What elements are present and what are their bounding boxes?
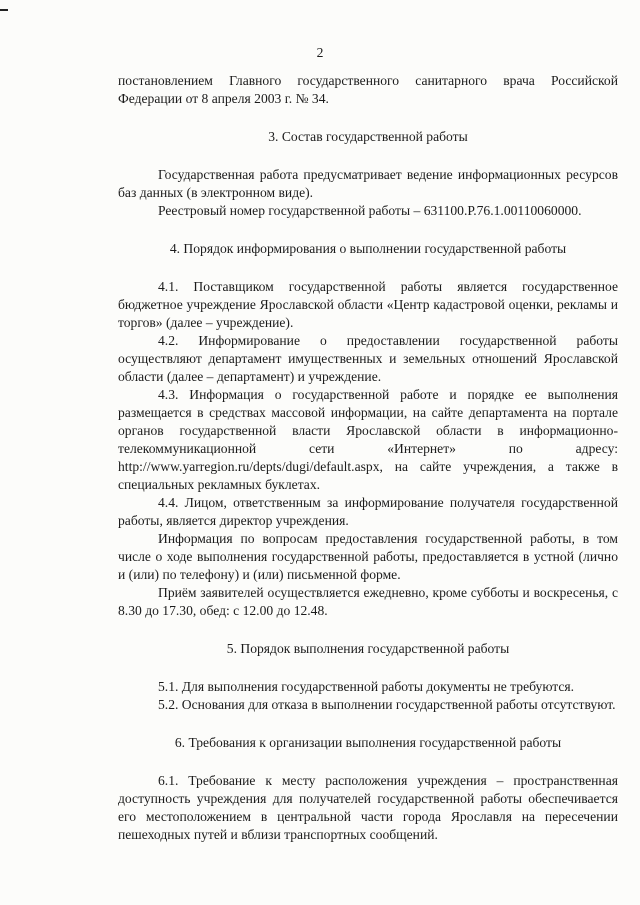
section-5-title: 5. Порядок выполнения государственной работы bbox=[226, 641, 510, 656]
intro-paragraph: постановлением Главного государственного санитарного врача Российской Федерации от 8 апреля 2003 г. № 34. bbox=[118, 73, 618, 106]
section-4-title: 4. Порядок информирования о выполнении государственной работы bbox=[169, 241, 567, 256]
section-4-paragraph-5: Информация по вопросам предоставления государственной работы, в том числе о ходе выполнения государственной работы, предоставляется в устной (лично и (или) по телефону) и (или) письменной форме. bbox=[118, 531, 618, 582]
section-4-paragraph-6: Приём заявителей осуществляется ежедневно, кроме субботы и воскресенья, с 8.30 до 17.30, обед: с 12.00 до 12.48. bbox=[118, 585, 618, 618]
section-5-paragraph-2: 5.2. Основания для отказа в выполнении государственной работы отсутствуют. bbox=[158, 697, 616, 712]
section-3-paragraph-2: Реестровый номер государственной работы – 631100.Р.76.1.00110060000. bbox=[158, 203, 582, 218]
section-4-paragraph-1: 4.1. Поставщиком государственной работы является государственное бюджетное учреждение Ярославской области «Центр кадастровой оценки, рекламы и торгов» (далее – учреждение). bbox=[118, 279, 618, 330]
section-6-title: 6. Требования к организации выполнения государственной работы bbox=[174, 735, 562, 750]
section-3-paragraph-1: Государственная работа предусматривает ведение информационных ресурсов баз данных (в электронном виде). bbox=[118, 167, 618, 200]
section-5-paragraph-1: 5.1. Для выполнения государственной работы документы не требуются. bbox=[158, 679, 575, 694]
page-number: 2 bbox=[316, 45, 324, 60]
section-4-paragraph-4: 4.4. Лицом, ответственным за информирование получателя государственной работы, является директор учреждения. bbox=[118, 495, 618, 528]
section-4-paragraph-2: 4.2. Информирование о предоставлении государственной работы осуществляют департамент имущественных и земельных отношений Ярославской области (далее – департамент) и учреждение. bbox=[118, 333, 618, 384]
section-4-paragraph-3: 4.3. Информация о государственной работе и порядке ее выполнения размещается в средствах массовой информации, на сайте департамента на портале органов государственной власти Ярославской области в информационно-телекоммуникационной сети «Интернет» по адресу: http://www.yarregion.ru/depts/dugi/default.aspx, на сайте учреждения, а также в специальных рекламных буклетах. bbox=[118, 387, 618, 492]
document-body bbox=[118, 72, 618, 844]
section-3-title: 3. Состав государственной работы bbox=[268, 129, 468, 144]
section-6-paragraph-1: 6.1. Требование к месту расположения учреждения – пространственная доступность учреждения для получателей государственной работы обеспечивается его местоположением в центральной части города Ярославля на пересечении пешеходных путей и вблизи транспортных сообщений. bbox=[118, 773, 618, 842]
scan-corner-mark bbox=[0, 9, 8, 11]
